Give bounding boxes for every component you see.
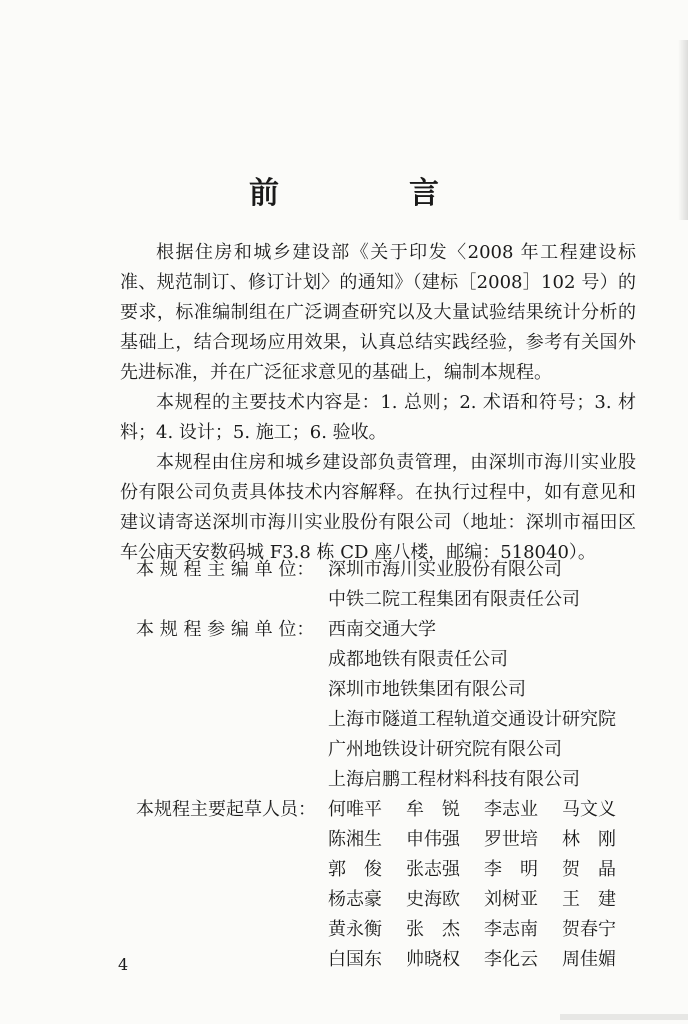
paragraph-management: 本规程由住房和城乡建设部负责管理，由深圳市海川实业股份有限公司负责具体技术内容解释。在执行过程中，如有意见和建议请寄送深圳市海川实业股份有限公司（地址：深圳市福田区车公庙天安数码城 F3.8 栋 CD 座八楼，邮编：518040）。 bbox=[120, 452, 636, 563]
credits-section bbox=[136, 555, 646, 975]
co-editor-unit: 西南交通大学 bbox=[328, 619, 436, 640]
co-editor-group bbox=[136, 615, 646, 795]
drafter-name: 张 杰 bbox=[406, 919, 460, 940]
paragraph-compilation: 根据住房和城乡建设部《关于印发〈2008 年工程建设标准、规范制订、修订计划〉的通知》（建标［2008］102 号）的要求，标准编制组在广泛调查研究以及大量试验结果统计分析的基础上，结合现场应用效果，认真总结实践经验，参考有关国外先进标准，并在广泛征求意见的基础上，编制本规程。 bbox=[120, 242, 636, 383]
co-editor-unit: 上海启鹏工程材料科技有限公司 bbox=[328, 769, 580, 790]
drafter-name: 李志南 bbox=[484, 919, 538, 940]
drafter-name: 李 明 bbox=[484, 859, 538, 880]
page-number: 4 bbox=[118, 955, 129, 974]
drafters-row bbox=[328, 945, 646, 975]
co-editor-units bbox=[328, 615, 646, 795]
preface-body bbox=[120, 238, 636, 568]
co-editor-label: 本 规 程 参 编 单 位： bbox=[136, 619, 315, 640]
paragraph-technical-content: 本规程的主要技术内容是：1. 总则；2. 术语和符号；3. 材料；4. 设计；5. 施工；6. 验收。 bbox=[120, 392, 636, 443]
drafter-name: 李志业 bbox=[484, 799, 538, 820]
page-title: 前 言 bbox=[249, 176, 489, 211]
drafters-row bbox=[328, 855, 646, 885]
drafter-name: 帅晓权 bbox=[406, 949, 460, 970]
co-editor-unit: 广州地铁设计研究院有限公司 bbox=[328, 739, 562, 760]
drafter-name: 罗世培 bbox=[484, 829, 538, 850]
drafter-name: 白国东 bbox=[328, 949, 382, 970]
drafters-label: 本规程主要起草人员： bbox=[136, 799, 316, 820]
drafters-row bbox=[328, 885, 646, 915]
drafter-name: 贺 晶 bbox=[562, 859, 616, 880]
drafter-name: 贺春宁 bbox=[562, 919, 616, 940]
drafter-name: 杨志豪 bbox=[328, 889, 382, 910]
drafter-name: 陈湘生 bbox=[328, 829, 382, 850]
drafters-group bbox=[136, 795, 646, 975]
drafter-name: 马文义 bbox=[562, 799, 616, 820]
co-editor-unit: 成都地铁有限责任公司 bbox=[328, 649, 508, 670]
drafter-name: 何唯平 bbox=[328, 799, 382, 820]
drafter-name: 黄永衡 bbox=[328, 919, 382, 940]
drafters-list bbox=[328, 795, 646, 975]
scan-bottom-shadow bbox=[560, 1014, 688, 1020]
co-editor-unit: 深圳市地铁集团有限公司 bbox=[328, 679, 526, 700]
drafter-name: 史海欧 bbox=[406, 889, 460, 910]
chief-editor-group bbox=[136, 555, 646, 615]
chief-editor-unit: 深圳市海川实业股份有限公司 bbox=[328, 559, 562, 580]
drafter-name: 牟 锐 bbox=[406, 799, 460, 820]
drafter-name: 李化云 bbox=[484, 949, 538, 970]
drafter-name: 林 刚 bbox=[562, 829, 616, 850]
drafter-name: 王 建 bbox=[562, 889, 616, 910]
drafter-name: 刘树亚 bbox=[484, 889, 538, 910]
chief-editor-units bbox=[328, 555, 646, 615]
drafters-row bbox=[328, 915, 646, 945]
drafters-row bbox=[328, 795, 646, 825]
chief-editor-label: 本 规 程 主 编 单 位： bbox=[136, 559, 315, 580]
chief-editor-unit: 中铁二院工程集团有限责任公司 bbox=[328, 589, 580, 610]
drafters-row bbox=[328, 825, 646, 855]
drafter-name: 周佳媚 bbox=[562, 949, 616, 970]
drafter-name: 郭 俊 bbox=[328, 859, 382, 880]
co-editor-unit: 上海市隧道工程轨道交通设计研究院 bbox=[328, 709, 616, 730]
drafter-name: 申伟强 bbox=[406, 829, 460, 850]
drafter-name: 张志强 bbox=[406, 859, 460, 880]
